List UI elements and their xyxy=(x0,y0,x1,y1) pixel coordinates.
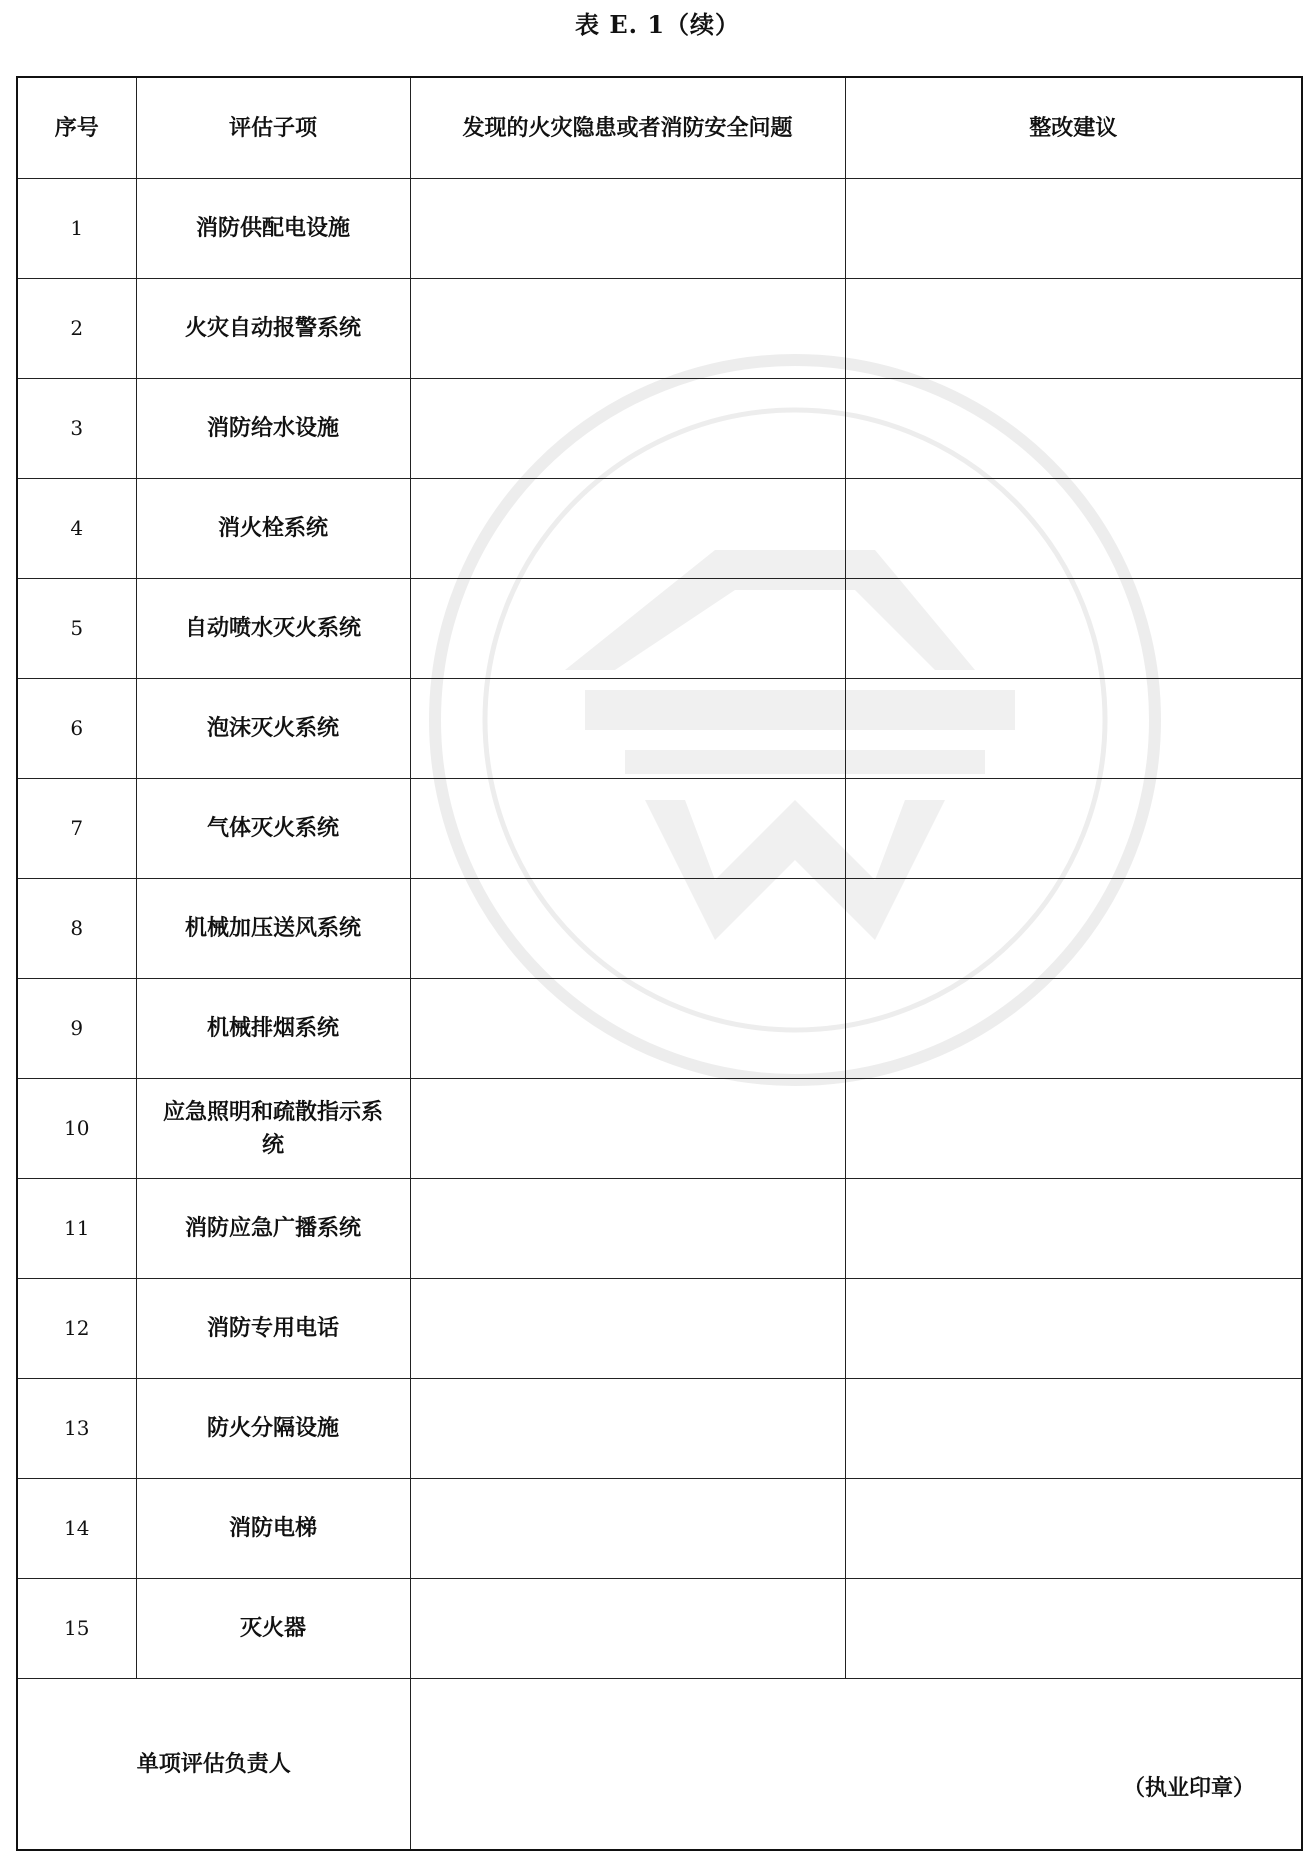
row-advice xyxy=(845,1379,1302,1479)
row-item: 消防电梯 xyxy=(136,1479,410,1579)
table-row xyxy=(17,1279,1302,1379)
table-row xyxy=(17,1479,1302,1579)
row-issue xyxy=(410,479,845,579)
row-advice xyxy=(845,779,1302,879)
row-item: 灭火器 xyxy=(136,1579,410,1679)
row-item: 自动喷水灭火系统 xyxy=(136,579,410,679)
table-row xyxy=(17,779,1302,879)
seal-label: （执业印章） xyxy=(1122,1775,1255,1801)
row-advice xyxy=(845,479,1302,579)
table-row xyxy=(17,279,1302,379)
row-item: 机械加压送风系统 xyxy=(136,879,410,979)
table-title: 表 E. 1（续） xyxy=(574,10,741,39)
table-row xyxy=(17,1079,1302,1179)
row-issue xyxy=(410,1079,845,1179)
row-item: 泡沫灭火系统 xyxy=(136,679,410,779)
row-index: 15 xyxy=(17,1579,136,1679)
row-index: 1 xyxy=(17,179,136,279)
row-item: 消防给水设施 xyxy=(136,379,410,479)
table-row xyxy=(17,179,1302,279)
table-header-row xyxy=(17,77,1302,179)
row-index: 8 xyxy=(17,879,136,979)
row-item: 消防应急广播系统 xyxy=(136,1179,410,1279)
table-row xyxy=(17,679,1302,779)
table-row xyxy=(17,1579,1302,1679)
row-item: 机械排烟系统 xyxy=(136,979,410,1079)
header-item: 评估子项 xyxy=(136,77,410,179)
table-row xyxy=(17,379,1302,479)
row-item: 消防供配电设施 xyxy=(136,179,410,279)
table-row xyxy=(17,979,1302,1079)
row-issue xyxy=(410,779,845,879)
row-item: 消防专用电话 xyxy=(136,1279,410,1379)
row-item: 应急照明和疏散指示系统 xyxy=(136,1079,410,1179)
row-issue xyxy=(410,979,845,1079)
row-issue xyxy=(410,279,845,379)
row-item: 消火栓系统 xyxy=(136,479,410,579)
row-advice xyxy=(845,579,1302,679)
row-index: 2 xyxy=(17,279,136,379)
header-advice: 整改建议 xyxy=(845,77,1302,179)
row-advice xyxy=(845,1479,1302,1579)
row-advice xyxy=(845,679,1302,779)
evaluation-table xyxy=(16,76,1303,1851)
row-item: 气体灭火系统 xyxy=(136,779,410,879)
row-advice xyxy=(845,1279,1302,1379)
table-row xyxy=(17,879,1302,979)
row-issue xyxy=(410,679,845,779)
responsible-person-field xyxy=(410,1679,1302,1851)
row-issue xyxy=(410,379,845,479)
row-issue xyxy=(410,179,845,279)
table-row xyxy=(17,579,1302,679)
row-advice xyxy=(845,1079,1302,1179)
row-issue xyxy=(410,1479,845,1579)
table-row xyxy=(17,479,1302,579)
row-issue xyxy=(410,879,845,979)
row-issue xyxy=(410,579,845,679)
row-advice xyxy=(845,279,1302,379)
row-issue xyxy=(410,1279,845,1379)
row-advice xyxy=(845,1579,1302,1679)
signature-row xyxy=(17,1679,1302,1851)
responsible-person-label: 单项评估负责人 xyxy=(17,1679,410,1851)
header-issue: 发现的火灾隐患或者消防安全问题 xyxy=(410,77,845,179)
row-advice xyxy=(845,179,1302,279)
row-item: 火灾自动报警系统 xyxy=(136,279,410,379)
row-index: 6 xyxy=(17,679,136,779)
table-row xyxy=(17,1179,1302,1279)
header-index: 序号 xyxy=(17,77,136,179)
row-index: 4 xyxy=(17,479,136,579)
row-index: 9 xyxy=(17,979,136,1079)
row-advice xyxy=(845,379,1302,479)
row-advice xyxy=(845,1179,1302,1279)
table-row xyxy=(17,1379,1302,1479)
row-index: 5 xyxy=(17,579,136,679)
row-advice xyxy=(845,879,1302,979)
row-issue xyxy=(410,1379,845,1479)
row-index: 10 xyxy=(17,1079,136,1179)
row-index: 13 xyxy=(17,1379,136,1479)
row-index: 7 xyxy=(17,779,136,879)
row-index: 3 xyxy=(17,379,136,479)
row-issue xyxy=(410,1579,845,1679)
row-index: 11 xyxy=(17,1179,136,1279)
row-issue xyxy=(410,1179,845,1279)
row-index: 14 xyxy=(17,1479,136,1579)
row-item: 防火分隔设施 xyxy=(136,1379,410,1479)
row-advice xyxy=(845,979,1302,1079)
row-index: 12 xyxy=(17,1279,136,1379)
